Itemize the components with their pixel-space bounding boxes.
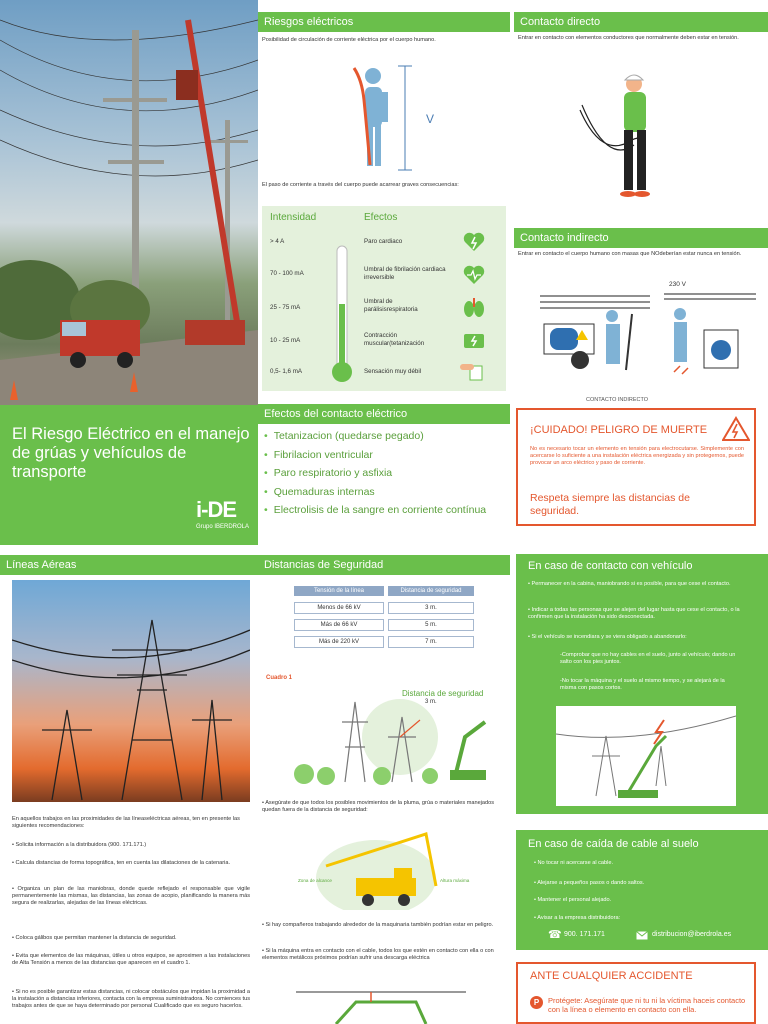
distancia-3m: 3 m. (425, 699, 437, 705)
lineas-b3: • Organiza un plan de las maniobras, donde quede reflejado el responsable que vigile permanentemente las mismas, las distancias, las zonas de acopio, planificando la manera más segura de realizarlas, alejadas de las líneas eléctricas. (12, 886, 250, 906)
intensity-row-3: 10 - 25 mA (270, 337, 301, 344)
caida-header: En caso de caída de cable al suelo (528, 838, 699, 850)
table-row-1-distancia: 5 m. (388, 619, 474, 631)
indirect-contact-washer-illustration (664, 290, 756, 380)
vehiculo-illustration-bg (556, 706, 736, 806)
intensity-row-4: 0,5- 1,6 mA (270, 368, 302, 375)
voltage-label: V (426, 112, 435, 126)
table-row-0-distancia: 3 m. (388, 602, 474, 614)
caida-item-0: • No tocar ni acercarse al cable. (534, 860, 614, 866)
pylon-sunset-photo (12, 580, 250, 802)
phone-icon: ☎ (548, 929, 562, 941)
col-efectos: Efectos (364, 212, 398, 223)
caida-item-2: • Mantener el personal alejado. (534, 897, 612, 903)
vehiculo-b3: • Si el vehículo se incendiara y se viera obligado a abandonarlo: (528, 634, 687, 640)
table-row-2-distancia: 7 m. (388, 636, 474, 648)
effect-row-3: Contracción muscular(tetanización (364, 332, 425, 347)
efecto-item-0: • Tetanizacion (quedarse pegado) (264, 430, 424, 442)
accidente-header: ANTE CUALQUIER ACCIDENTE (530, 970, 693, 982)
email-address[interactable]: distribucion@iberdrola.es (652, 931, 732, 938)
effect-row-4: Sensación muy débil (364, 368, 422, 375)
high-voltage-warning-icon (722, 416, 750, 442)
vehiculo-b2: • Indicar a todas las personas que se alejen del lugar hasta que cese el contacto, o la confirmen que la instalación ha sido desconectada. (528, 607, 740, 620)
vehiculo-s1: -Comprobar que no hay cables en el suelo, junto al vehículo; dando un salto con los pies juntos. (560, 652, 736, 665)
worker-direct-contact-illustration (572, 70, 682, 205)
caida-item-3: • Avisar a la empresa distribuidora: (534, 915, 621, 921)
cover-title: El Riesgo Eléctrico en el manejo de grúas y vehículos de transporte (12, 425, 250, 481)
respeta-distancias: Respeta siempre las distancias de seguridad. (530, 492, 690, 517)
table-row-1-tension: Más de 66 kV (294, 619, 384, 631)
vehiculo-header: En caso de contacto con vehículo (528, 560, 693, 572)
accidente-box (516, 962, 756, 1024)
lungs-icon (462, 296, 486, 320)
contacto-directo-text: Entrar en contacto con elementos conductores que normalmente deben estar en tensión. (518, 35, 739, 41)
distancia-seguridad-label: Distancia de seguridad (402, 689, 484, 698)
efecto-item-3: • Quemaduras internas (264, 486, 375, 498)
contacto-directo-header: Contacto directo (514, 12, 768, 32)
intensity-row-1: 70 - 100 mA (270, 270, 304, 277)
zona-alcance-label: Zona de alcance (298, 878, 332, 883)
effect-row-0: Paro cardiaco (364, 238, 403, 245)
riesgos-paso-text: El paso de corriente a través del cuerpo puede acarrear graves consecuencias: (262, 182, 459, 188)
danger-warning-box (516, 408, 756, 526)
contacto-indirecto-header: Contacto indirecto (514, 228, 768, 248)
crane-reach-illustration (296, 826, 476, 910)
voltage-230: 230 V (669, 281, 686, 288)
thermometer-icon (330, 244, 354, 386)
intensity-row-2: 25 - 75 mA (270, 304, 301, 311)
distancias-header: Distancias de Seguridad (258, 555, 510, 575)
lineas-b5: • Evita que elementos de las máquinas, útiles u otros equipos, se aproximen a las instalaciones de Alta Tensión a menos de las distancias que aparecen en el cuadro 1. (12, 953, 250, 966)
indirect-contact-machine-illustration (540, 290, 650, 380)
heart-fibrillation-icon (462, 263, 486, 287)
crane-safety-distance-illustration (290, 692, 500, 790)
heart-stop-icon (462, 230, 486, 254)
protegete-letter-badge: P (530, 996, 543, 1009)
vehiculo-box (516, 554, 768, 814)
efectos-header: Efectos del contacto eléctrico (258, 404, 510, 424)
pylon-silhouettes (12, 580, 250, 802)
contacto-indirecto-caption: CONTACTO INDIRECTO (586, 397, 649, 403)
danger-title: ¡CUIDADO! PELIGRO DE MUERTE (530, 424, 708, 436)
lineas-b2: • Calcula distancias de forma topográfica, ten en cuenta las dilataciones de la catenaria. (12, 860, 231, 866)
col-intensidad: Intensidad (270, 212, 317, 223)
ide-logo: i-DE (196, 497, 236, 522)
vehiculo-s2: -No tocar la máquina y el suelo al mismo tiempo, y se alejará de la misma con pasos cortos. (560, 678, 725, 691)
email-icon (636, 931, 648, 940)
hand-touch-icon (458, 360, 486, 384)
effect-row-1: Umbral de fibrilación cardiaca irreversible (364, 266, 446, 281)
contacto-indirecto-text: Entrar en contacto el cuerpo humano con masas que NOdeberían estar nunca en tensión. (518, 251, 742, 257)
intensity-row-0: > 4 A (270, 238, 285, 245)
lineas-intro: En aquellos trabajos en las proximidades de las líneaseléctricas aéreas, ten en presente las siguientes recomendaciones: (12, 816, 240, 829)
efecto-item-4: • Electrolisis de la sangre en corriente contínua (264, 504, 486, 516)
riesgos-intro: Posibilidad de circulación de corriente eléctrica por el cuerpo humano. (262, 37, 436, 43)
table-header-tension: Tensión de la línea (294, 586, 384, 596)
caida-cable-box (516, 830, 768, 950)
human-body-current-icon (340, 60, 440, 175)
distancias-p3: • Si la máquina entra en contacto con el cable, todos los que estén en contacto con ella o con elementos metálicos próximos podrían sufrir una descarga eléctrica (262, 948, 494, 961)
lineas-b1: • Solicita información a la distribuidora (900. 171.171.) (12, 842, 147, 848)
power-line-crane-illustration (0, 0, 258, 405)
distancias-p2: • Si hay compañeros trabajando alrededor de la maquinaria también podrían estar en peligro. (262, 922, 494, 928)
riesgos-header: Riesgos eléctricos (258, 12, 510, 32)
effect-row-2: Umbral de parálisisrespiratoria (364, 298, 418, 313)
efecto-item-2: • Paro respiratorio y asfixia (264, 467, 392, 479)
cuadro-label: Cuadro 1 (266, 675, 293, 681)
distancias-p1: • Asegúrate de que todos los posibles movimientos de la pluma, grúa o materiales manejados quedan fuera de la distancia de seguridad: (262, 800, 495, 813)
lineas-b4: • Coloca gálibos que permitan mantener la distancia de seguridad. (12, 935, 177, 941)
vehicle-pylon-contact-illustration (556, 706, 736, 806)
efecto-item-1: • Fibrilacion ventricular (264, 449, 373, 461)
protegete-text: Protégete: Asegúrate que ni tu ni la víctima haceis contacto con la línea o elemento en contacto con ella. (548, 996, 746, 1014)
vehiculo-b1: • Permanecer en la cabina, maniobrando si es posible, para que cese el contacto. (528, 581, 731, 587)
table-row-0-tension: Menos de 66 kV (294, 602, 384, 614)
ide-logo-subtitle: Grupo IBERDROLA (196, 524, 250, 530)
lineas-header: Líneas Aéreas (0, 555, 258, 575)
intensity-effects-panel (262, 206, 506, 391)
caida-item-1: • Alejarse a pequeños pasos o dando saltos. (534, 880, 645, 886)
danger-text: No es necesario tocar un elemento en tensión para electrocutarse. Simplemente con acercarse lo suficiente a una instalación eléctrica energizada y sin protegernos, puede provocar un arco eléctrico y paso de corriente. (530, 446, 744, 466)
table-row-2-tension: Más de 220 kV (294, 636, 384, 648)
cover-title-box (0, 405, 258, 545)
lineas-b6: • Si no es posible garantizar estas distancias, ni colocar obstáculos que impidan la proximidad a la instalación a distancias inferiores, contacta con la empresa suministradora. No comiences tus trabajos antes de que se haya determinado por personal Cualificado que es seguro hacerlos. (12, 989, 250, 1009)
muscle-contraction-icon (462, 328, 486, 352)
cover-photo (0, 0, 258, 405)
altura-maxima-label: Altura máxima (440, 878, 470, 883)
truck-cable-illustration (296, 988, 466, 1024)
phone-number[interactable]: 900. 171.171 (564, 931, 605, 938)
table-header-distancia: Distancia de seguridad (388, 586, 474, 596)
